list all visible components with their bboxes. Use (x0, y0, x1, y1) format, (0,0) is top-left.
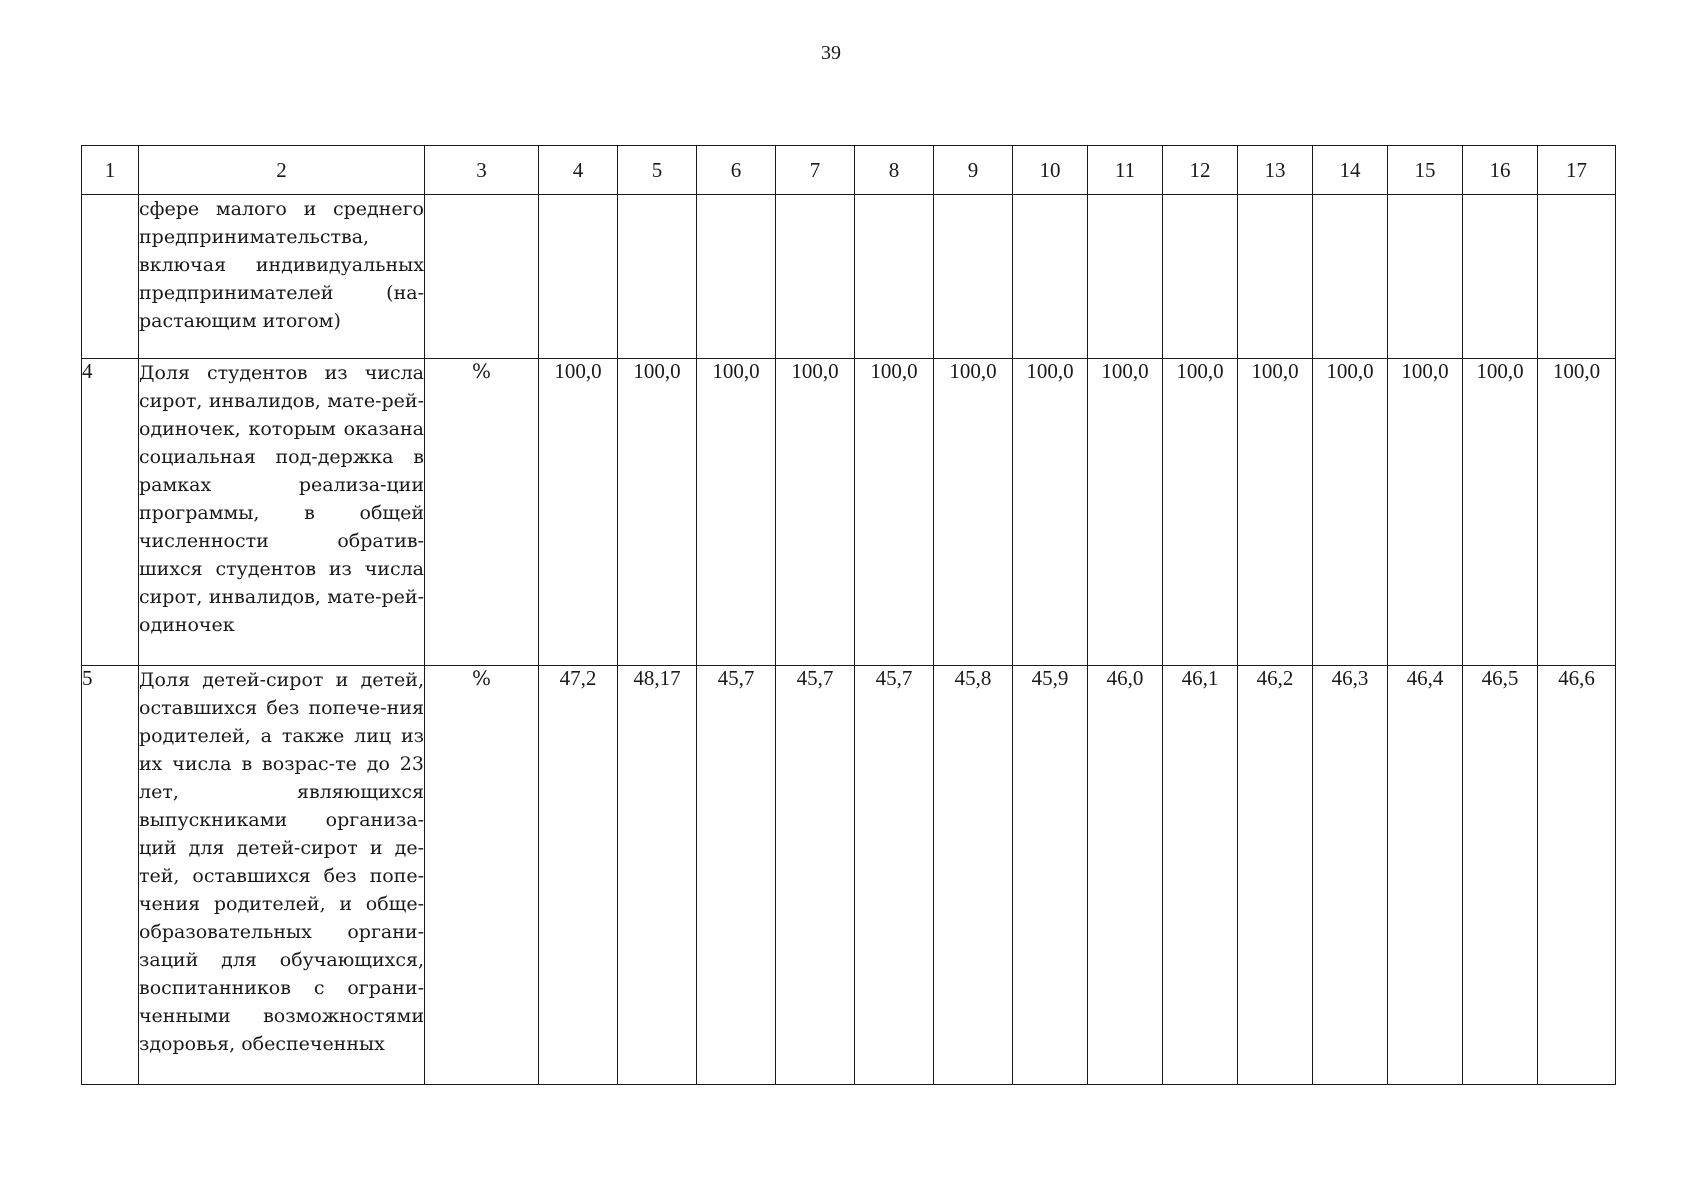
value-cell: 100,0 (697, 359, 776, 666)
indicator-description-cell: Доля детей-сирот и детей, оставшихся без попече-ния родителей, а также лиц из их числа в возрас-те до 23 лет, являющихся выпускниками организа-ций для детей-сирот и де-тей, оставшихся без попе-чения родителей, и обще-образовательных органи-заций для обучающихся, воспитанников с ограни-ченными возможностями здоровья, обеспеченных (139, 666, 425, 1085)
column-header-3: 3 (425, 146, 539, 195)
column-header-17: 17 (1538, 146, 1616, 195)
value-cell: 100,0 (1013, 359, 1088, 666)
value-cell (1163, 195, 1238, 359)
value-cell: 45,9 (1013, 666, 1088, 1085)
value-cell: 46,3 (1313, 666, 1388, 1085)
value-cell: 45,8 (934, 666, 1013, 1085)
column-header-8: 8 (855, 146, 934, 195)
value-cell (1388, 195, 1463, 359)
value-cell: 48,17 (618, 666, 697, 1085)
table-row (82, 666, 1616, 1085)
value-cell: 45,7 (855, 666, 934, 1085)
value-cell: 46,0 (1088, 666, 1163, 1085)
value-cell: 100,0 (1238, 359, 1313, 666)
column-header-6: 6 (697, 146, 776, 195)
unit-cell: % (425, 666, 539, 1085)
value-cell (697, 195, 776, 359)
indicator-description-cell: Доля студентов из числа сирот, инвалидов, мате-рей-одиночек, которым оказана социальная под-держка в рамках реализа-ции программы, в общей численности обратив-шихся студентов из числа сирот, инвалидов, мате-рей-одиночек (139, 359, 425, 666)
value-cell (1538, 195, 1616, 359)
table-row (82, 359, 1616, 666)
value-cell: 100,0 (1538, 359, 1616, 666)
indicator-description-cell: сфере малого и среднего предпринимательства, включая индивидуальных предпринимателей (на-растающим итогом) (139, 195, 425, 359)
column-header-13: 13 (1238, 146, 1313, 195)
column-header-11: 11 (1088, 146, 1163, 195)
value-cell: 46,6 (1538, 666, 1616, 1085)
table-row (82, 195, 1616, 359)
value-cell: 100,0 (776, 359, 855, 666)
column-header-9: 9 (934, 146, 1013, 195)
column-header-14: 14 (1313, 146, 1388, 195)
value-cell (934, 195, 1013, 359)
value-cell: 100,0 (539, 359, 618, 666)
column-header-7: 7 (776, 146, 855, 195)
value-cell: 100,0 (855, 359, 934, 666)
value-cell (1313, 195, 1388, 359)
value-cell: 46,1 (1163, 666, 1238, 1085)
value-cell: 100,0 (1463, 359, 1538, 666)
value-cell: 100,0 (1388, 359, 1463, 666)
row-number-cell (82, 195, 139, 359)
column-header-5: 5 (618, 146, 697, 195)
value-cell (855, 195, 934, 359)
value-cell (1013, 195, 1088, 359)
value-cell (1238, 195, 1313, 359)
value-cell: 100,0 (1313, 359, 1388, 666)
value-cell: 47,2 (539, 666, 618, 1085)
column-header-1: 1 (82, 146, 139, 195)
value-cell: 100,0 (934, 359, 1013, 666)
column-header-12: 12 (1163, 146, 1238, 195)
column-header-10: 10 (1013, 146, 1088, 195)
column-header-16: 16 (1463, 146, 1538, 195)
column-header-4: 4 (539, 146, 618, 195)
column-header-2: 2 (139, 146, 425, 195)
table-header-row (82, 146, 1616, 195)
value-cell: 46,4 (1388, 666, 1463, 1085)
value-cell: 46,5 (1463, 666, 1538, 1085)
row-number-cell: 4 (82, 359, 139, 666)
value-cell (1463, 195, 1538, 359)
value-cell (618, 195, 697, 359)
page-number: 39 (821, 42, 841, 64)
value-cell: 100,0 (1163, 359, 1238, 666)
row-number-cell: 5 (82, 666, 139, 1085)
value-cell: 46,2 (1238, 666, 1313, 1085)
value-cell (776, 195, 855, 359)
unit-cell (425, 195, 539, 359)
indicators-table (81, 145, 1616, 1085)
value-cell: 45,7 (697, 666, 776, 1085)
value-cell (539, 195, 618, 359)
value-cell: 45,7 (776, 666, 855, 1085)
value-cell: 100,0 (1088, 359, 1163, 666)
column-header-15: 15 (1388, 146, 1463, 195)
value-cell (1088, 195, 1163, 359)
value-cell: 100,0 (618, 359, 697, 666)
unit-cell: % (425, 359, 539, 666)
